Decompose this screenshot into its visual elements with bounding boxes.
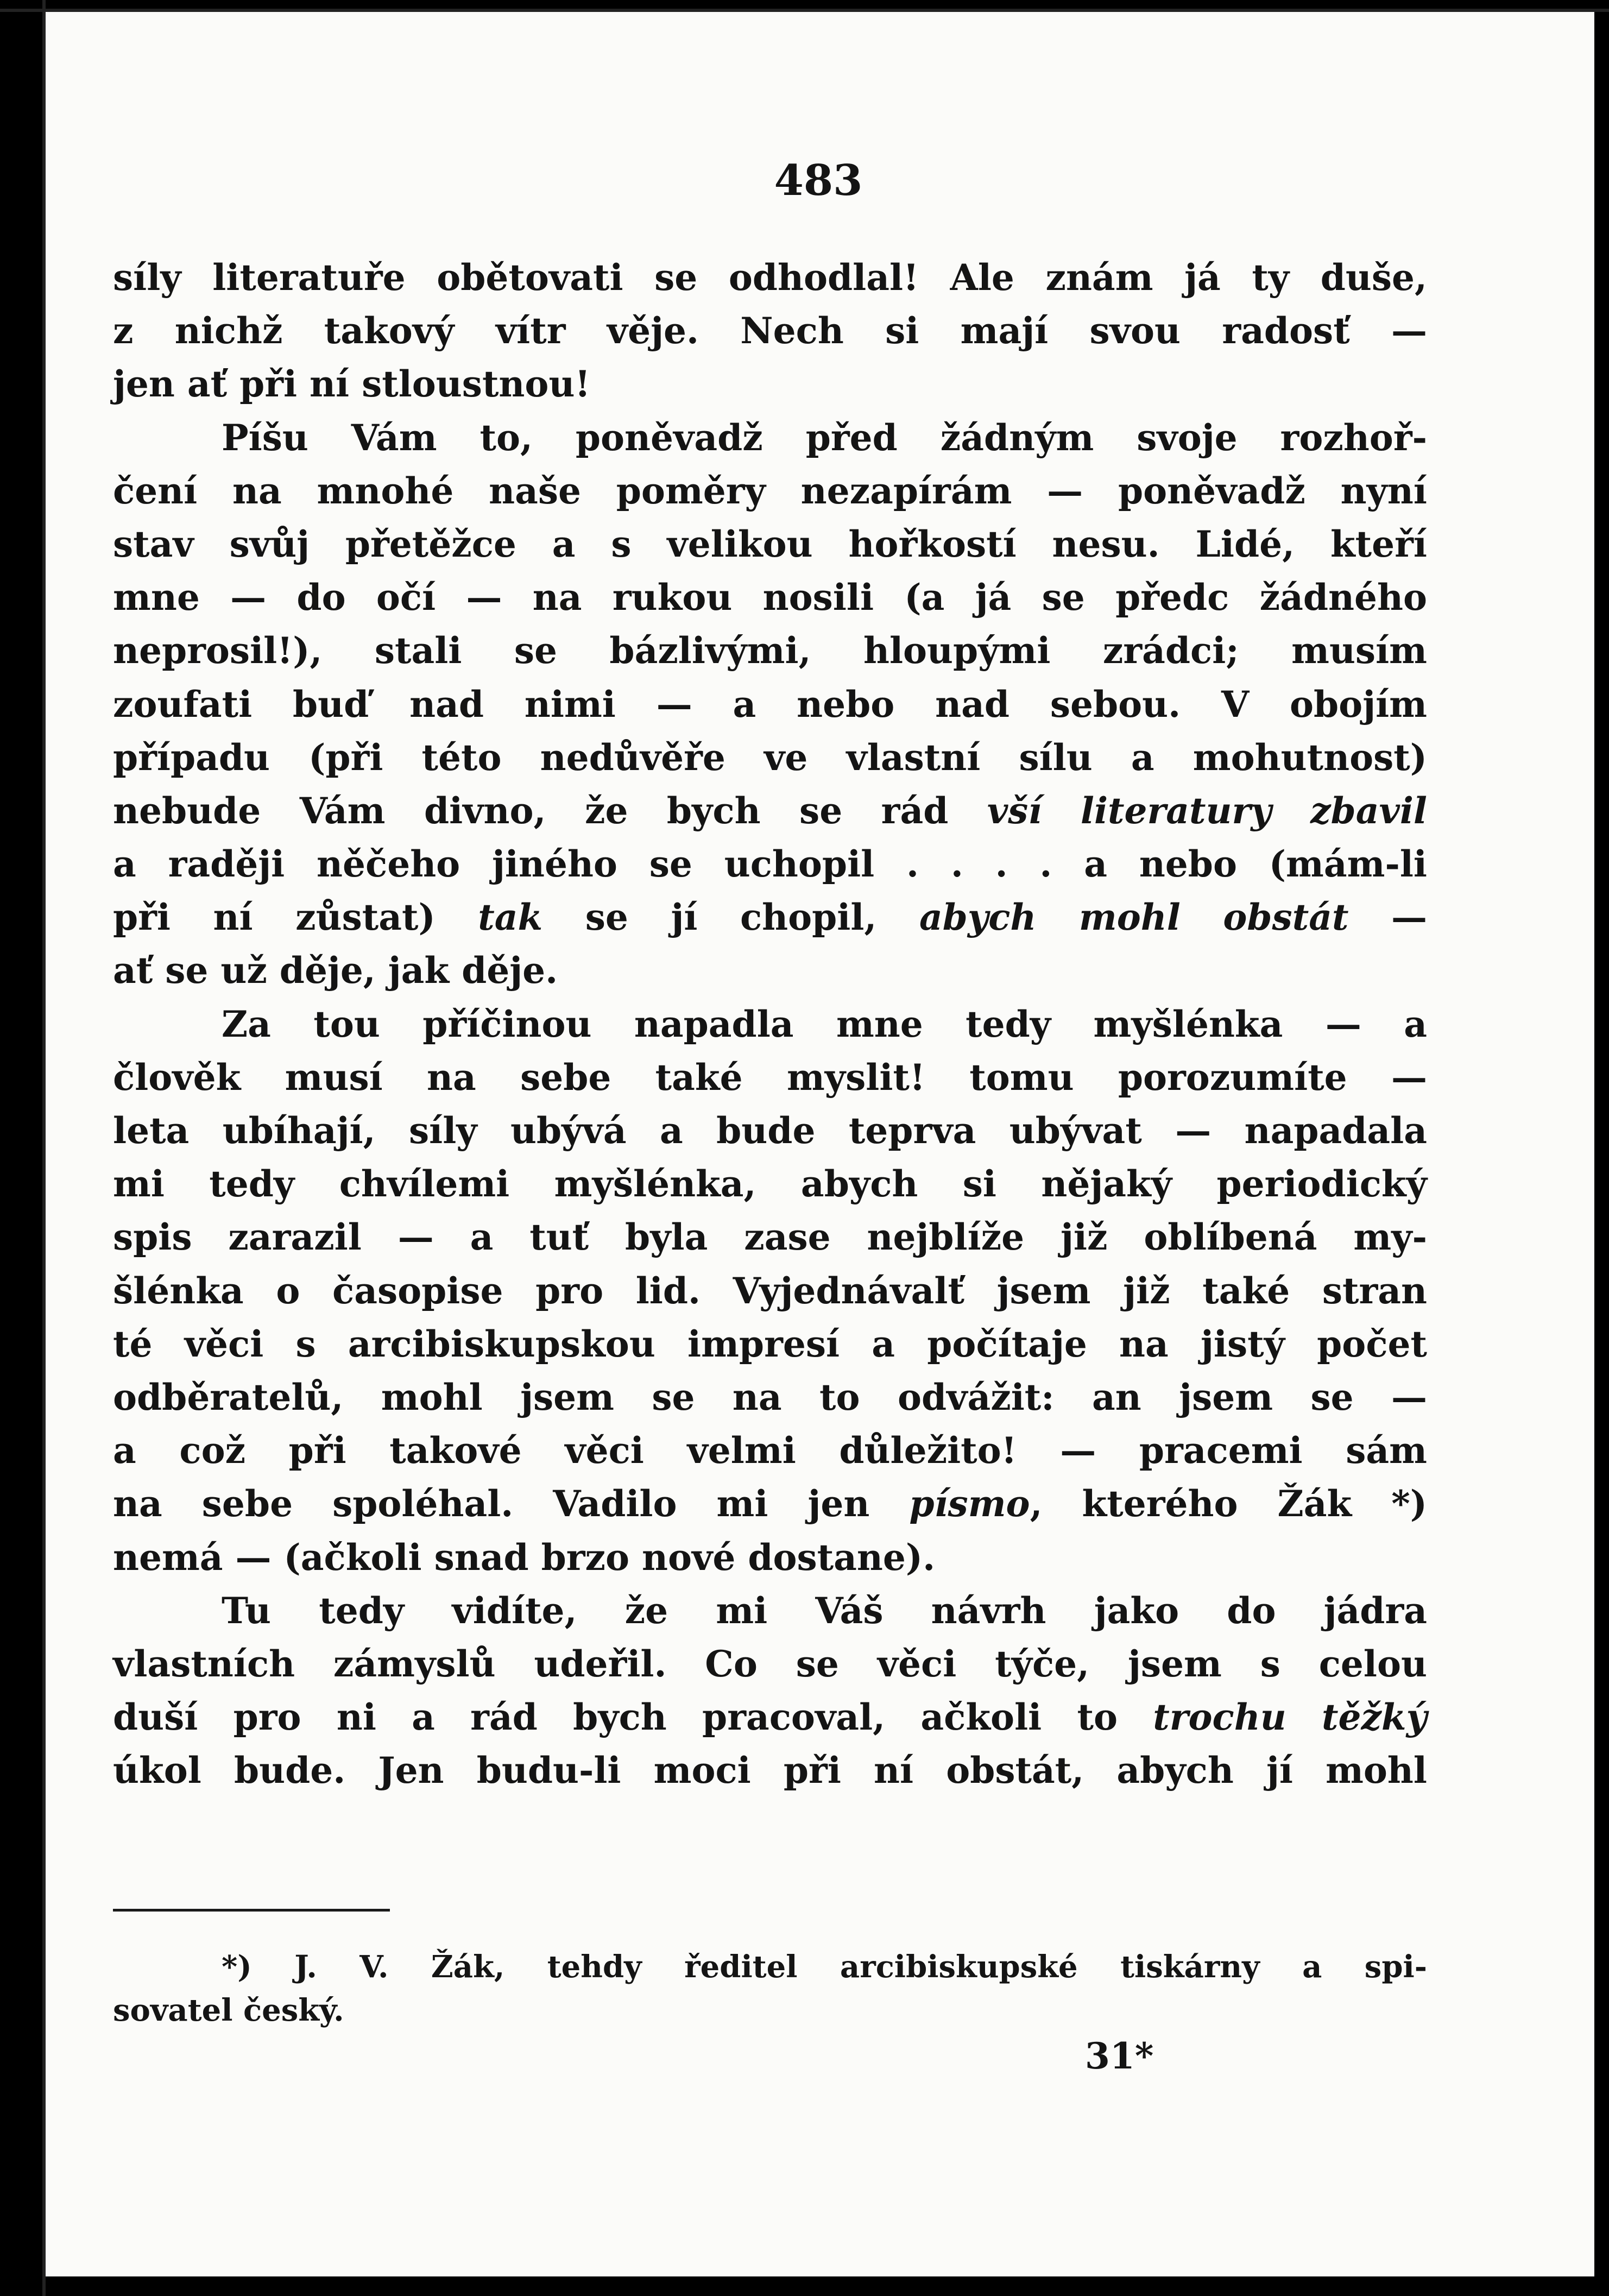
- page-number: 483: [774, 156, 863, 205]
- text-line: zoufati buď nad nimi — a nebo nad sebou. V obojím: [113, 683, 1427, 726]
- text-run: —: [1348, 896, 1427, 939]
- text-run: při ní zůstat): [113, 896, 478, 939]
- printer-signature: 31*: [1085, 2035, 1154, 2077]
- book-page: [42, 12, 1594, 2276]
- text-line: mi tedy chvílemi myšlénka, abych si nějaký periodický: [113, 1163, 1427, 1206]
- text-line: [113, 891, 1427, 944]
- footnote: [113, 1945, 1427, 2032]
- text-line: té věci s arcibiskupskou impresí a počítaje na jistý počet: [113, 1322, 1427, 1365]
- text-line: stav svůj přetěžce a s velikou hořkostí nesu. Lidé, kteří: [113, 522, 1427, 565]
- text-line: ať se už děje, jak děje.: [113, 949, 558, 992]
- text-line: spis zarazil — a tuť byla zase nejblíže již oblíbená my-: [113, 1216, 1427, 1259]
- italic-emphasis: písmo: [909, 1483, 1030, 1525]
- text-line: mne — do očí — na rukou nosili (a já se předc žádného: [113, 576, 1427, 619]
- text-line: případu (při této nedůvěře ve vlastní sílu a mohutnost): [113, 736, 1427, 779]
- footnote-rule: [113, 1909, 390, 1912]
- text-line: [113, 784, 1427, 837]
- italic-emphasis: tak: [478, 896, 543, 939]
- footnote-line: *) J. V. Žák, tehdy ředitel arcibiskupské tiskárny a spi-: [222, 1949, 1427, 1985]
- italic-emphasis: vší literatury zbavil: [987, 789, 1427, 832]
- text-run: na sebe spoléhal. Vadilo mi jen: [113, 1483, 910, 1525]
- footnote-line: sovatel český.: [113, 1992, 344, 2028]
- italic-emphasis: trochu těžký: [1153, 1696, 1428, 1739]
- body-text: [113, 251, 1427, 1797]
- text-run: , kterého Žák *): [1030, 1483, 1427, 1525]
- scan-edge-top: [0, 9, 1609, 12]
- text-line: čení na mnohé naše poměry nezapírám — poněvadž nyní: [113, 469, 1427, 512]
- text-line: úkol bude. Jen budu-li moci při ní obstát, abych jí mohl: [113, 1749, 1427, 1792]
- text-line: nemá — (ačkoli snad brzo nové dostane).: [113, 1536, 936, 1579]
- text-run: duší pro ni a rád bych pracoval, ačkoli to: [113, 1696, 1153, 1739]
- text-line: Za tou příčinou napadla mne tedy myšlénka — a: [222, 1002, 1427, 1045]
- text-line: odběratelů, mohl jsem se na to odvážit: an jsem se —: [113, 1376, 1427, 1418]
- text-line: jen ať při ní stloustnou!: [113, 363, 591, 406]
- text-line: [113, 1477, 1427, 1530]
- text-line: z nichž takový vítr věje. Nech si mají svou radosť —: [113, 310, 1427, 352]
- text-line: šlénka o časopise pro lid. Vyjednávalť jsem již také stran: [113, 1269, 1427, 1312]
- text-line: Tu tedy vidíte, že mi Váš návrh jako do jádra: [222, 1589, 1427, 1632]
- text-line: člověk musí na sebe také myslit! tomu porozumíte —: [113, 1056, 1427, 1099]
- text-line: [113, 1691, 1427, 1744]
- text-line: a raději něčeho jiného se uchopil . . . . a nebo (mám-li: [113, 843, 1427, 886]
- text-line: neprosil!), stali se bázlivými, hloupými zrádci; musím: [113, 629, 1427, 672]
- text-line: vlastních zámyslů udeřil. Co se věci týče, jsem s celou: [113, 1642, 1427, 1685]
- text-line: síly literatuře obětovati se odhodlal! Ale znám já ty duše,: [113, 256, 1427, 299]
- text-line: leta ubíhají, síly ubývá a bude teprva ubývat — napadala: [113, 1109, 1427, 1152]
- text-run: nebude Vám divno, že bych se rád: [113, 789, 987, 832]
- text-line: Píšu Vám to, poněvadž před žádným svoje rozhoř-: [222, 416, 1427, 459]
- scan-edge-left: [42, 0, 46, 2296]
- italic-emphasis: abych mohl obstát: [919, 896, 1349, 939]
- text-line: a což při takové věci velmi důležito! — pracemi sám: [113, 1429, 1427, 1472]
- text-run: se jí chopil,: [542, 896, 919, 939]
